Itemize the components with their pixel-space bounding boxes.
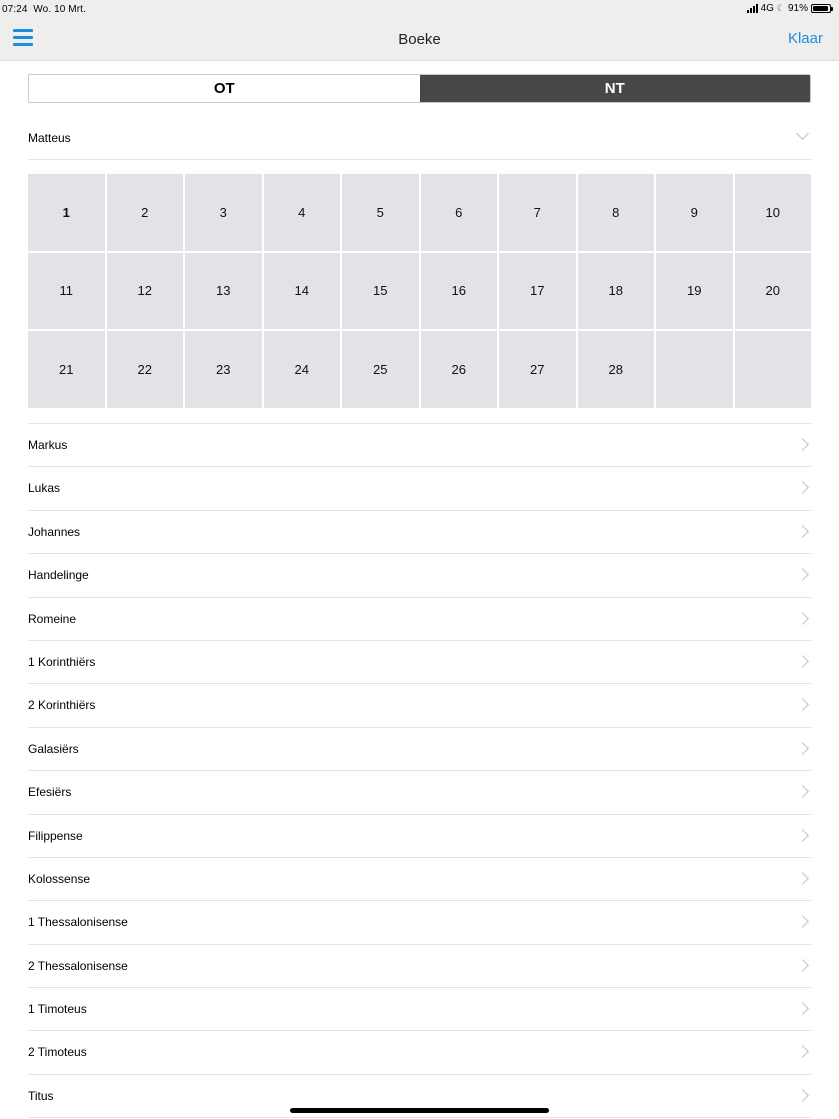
chapter-cell[interactable]: 6: [421, 174, 498, 251]
book-name: 2 Thessalonisense: [28, 958, 128, 973]
chapter-cell-empty: [656, 331, 733, 408]
chapter-cell[interactable]: 4: [264, 174, 341, 251]
book-name: Lukas: [28, 481, 61, 496]
book-name: 1 Korinthiërs: [28, 654, 96, 669]
book-name: Johannes: [28, 524, 81, 539]
book-row[interactable]: [28, 641, 811, 684]
chapter-cell[interactable]: 26: [421, 331, 498, 408]
book-name: Galasiërs: [28, 741, 79, 756]
chevron-right-icon: [796, 1002, 809, 1015]
book-row[interactable]: [28, 771, 811, 814]
book-row[interactable]: [28, 598, 811, 641]
chapter-cell[interactable]: 22: [107, 331, 184, 408]
book-name: 1 Thessalonisense: [28, 915, 128, 930]
book-name: Titus: [28, 1088, 54, 1103]
book-name: Handelinge: [28, 568, 89, 583]
done-button[interactable]: Klaar: [787, 30, 823, 47]
chevron-right-icon: [796, 829, 809, 842]
chevron-right-icon: [796, 568, 809, 581]
network-label: 4G: [760, 3, 774, 14]
chapter-cell[interactable]: 10: [735, 174, 812, 251]
status-time: 07:24: [2, 4, 28, 15]
book-list: [28, 423, 811, 1118]
battery-icon: [811, 4, 831, 13]
book-name: Efesiërs: [28, 785, 72, 800]
expanded-book-name: Matteus: [28, 131, 71, 145]
expanded-book-row[interactable]: [28, 117, 811, 160]
chevron-right-icon: [796, 612, 809, 625]
moon-icon: ☾: [776, 3, 785, 13]
book-row[interactable]: [28, 1031, 811, 1074]
chapter-cell[interactable]: 19: [656, 253, 733, 330]
chapter-cell[interactable]: 5: [342, 174, 419, 251]
book-name: 1 Timoteus: [28, 1002, 87, 1017]
page-title: Boeke: [398, 31, 441, 48]
book-row[interactable]: [28, 554, 811, 597]
book-row[interactable]: [28, 815, 811, 858]
book-row[interactable]: [28, 988, 811, 1031]
chapter-cell[interactable]: 23: [185, 331, 262, 408]
chapter-cell[interactable]: 8: [578, 174, 655, 251]
chapter-cell[interactable]: 17: [499, 253, 576, 330]
chapter-cell[interactable]: 24: [264, 331, 341, 408]
chevron-right-icon: [796, 915, 809, 928]
chevron-right-icon: [796, 872, 809, 885]
chapter-cell[interactable]: 21: [28, 331, 105, 408]
chapter-cell[interactable]: 12: [107, 253, 184, 330]
book-name: Romeine: [28, 611, 77, 626]
chevron-right-icon: [796, 785, 809, 798]
chevron-right-icon: [796, 655, 809, 668]
book-name: Markus: [28, 438, 68, 452]
chevron-right-icon: [796, 1046, 809, 1059]
status-date: Wo. 10 Mrt.: [33, 4, 86, 15]
book-row[interactable]: [28, 684, 811, 727]
chapter-cell[interactable]: 15: [342, 253, 419, 330]
navigation-bar: [0, 20, 839, 61]
chevron-right-icon: [796, 959, 809, 972]
signal-icon: [747, 4, 758, 13]
book-row[interactable]: [28, 467, 811, 510]
book-row[interactable]: [28, 858, 811, 901]
book-name: 2 Timoteus: [28, 1045, 87, 1060]
chapter-cell[interactable]: 9: [656, 174, 733, 251]
book-name: Kolossense: [28, 871, 91, 886]
chevron-down-icon: [796, 127, 809, 140]
chapter-cell[interactable]: 11: [28, 253, 105, 330]
chevron-right-icon: [796, 742, 809, 755]
chapter-grid: [28, 174, 811, 408]
chapter-cell[interactable]: 18: [578, 253, 655, 330]
chevron-right-icon: [796, 1089, 809, 1102]
chapter-cell[interactable]: 28: [578, 331, 655, 408]
chapter-cell[interactable]: 25: [342, 331, 419, 408]
chapter-cell[interactable]: 2: [107, 174, 184, 251]
chapter-cell[interactable]: 14: [264, 253, 341, 330]
chapter-cell-empty: [735, 331, 812, 408]
testament-segmented-control: [28, 74, 811, 103]
book-row[interactable]: [28, 424, 811, 467]
tab-ot[interactable]: OT: [29, 75, 420, 102]
chevron-right-icon: [796, 438, 809, 451]
book-name: 2 Korinthiërs: [28, 698, 96, 713]
chevron-right-icon: [796, 482, 809, 495]
book-row[interactable]: [28, 511, 811, 554]
status-time-date: [2, 4, 86, 15]
chapter-cell[interactable]: 7: [499, 174, 576, 251]
book-row[interactable]: [28, 728, 811, 771]
book-name: Filippense: [28, 828, 83, 843]
chevron-right-icon: [796, 525, 809, 538]
chevron-right-icon: [796, 698, 809, 711]
chapter-cell[interactable]: 16: [421, 253, 498, 330]
status-indicators: [747, 3, 831, 14]
status-bar: [0, 0, 839, 20]
chapter-cell[interactable]: 1: [28, 174, 105, 251]
home-indicator: [290, 1108, 549, 1113]
book-row[interactable]: [28, 901, 811, 944]
chapter-cell[interactable]: 20: [735, 253, 812, 330]
chapter-cell[interactable]: 13: [185, 253, 262, 330]
chapter-cell[interactable]: 27: [499, 331, 576, 408]
battery-percent: 91%: [787, 3, 808, 14]
book-row[interactable]: [28, 945, 811, 988]
chapter-cell[interactable]: 3: [185, 174, 262, 251]
tab-nt[interactable]: NT: [420, 75, 811, 102]
